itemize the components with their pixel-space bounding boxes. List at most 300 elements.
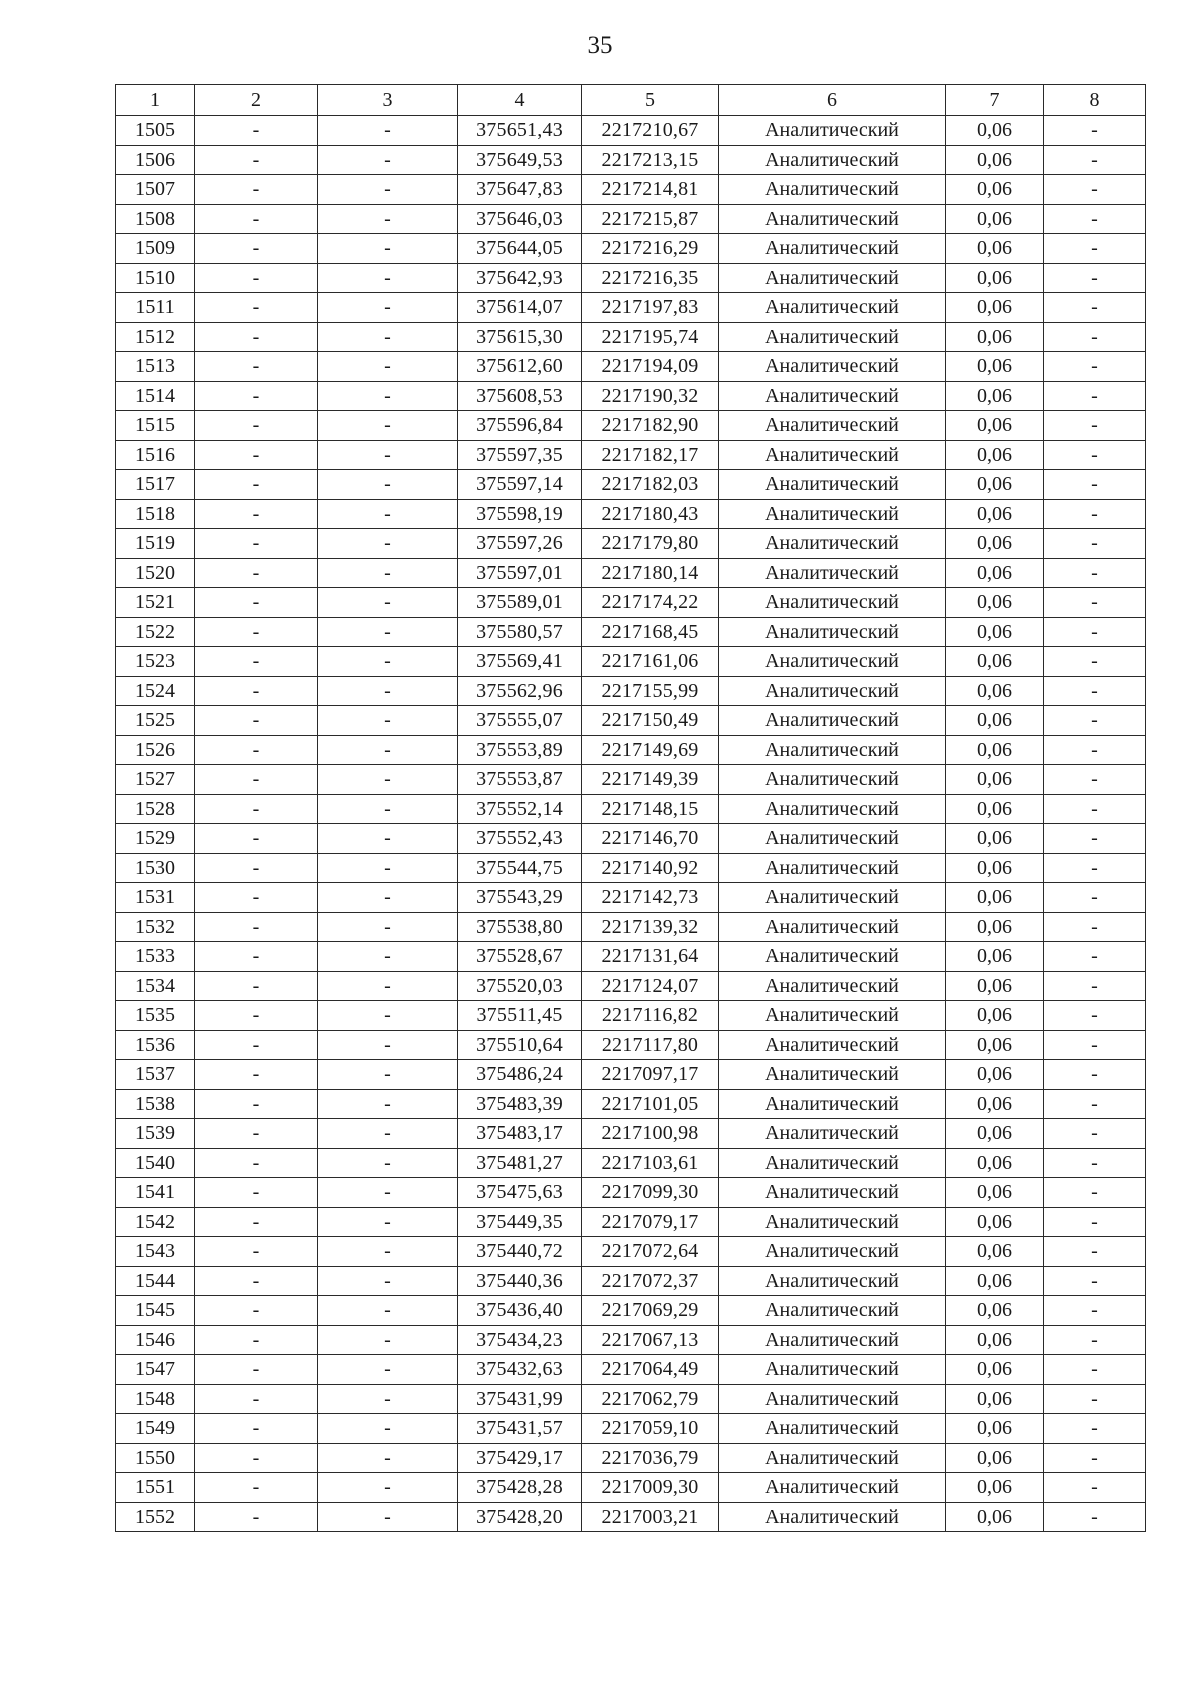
table-row	[116, 145, 1146, 175]
method-cell: Аналитический	[719, 234, 946, 264]
col-3-value-cell: -	[318, 175, 458, 205]
col-8-value-cell: -	[1044, 1148, 1146, 1178]
method-cell: Аналитический	[719, 116, 946, 146]
y-coordinate-cell: 2217180,14	[582, 558, 719, 588]
method-cell: Аналитический	[719, 824, 946, 854]
col-8-value-cell: -	[1044, 175, 1146, 205]
point-number-cell: 1537	[116, 1060, 195, 1090]
table-row	[116, 1089, 1146, 1119]
x-coordinate-cell: 375553,89	[458, 735, 582, 765]
accuracy-cell: 0,06	[946, 1443, 1044, 1473]
col-3-value-cell: -	[318, 1443, 458, 1473]
x-coordinate-cell: 375597,01	[458, 558, 582, 588]
col-3-value-cell: -	[318, 971, 458, 1001]
point-number-cell: 1526	[116, 735, 195, 765]
col-8-value-cell: -	[1044, 263, 1146, 293]
x-coordinate-cell: 375432,63	[458, 1355, 582, 1385]
method-cell: Аналитический	[719, 145, 946, 175]
y-coordinate-cell: 2217214,81	[582, 175, 719, 205]
col-2-value-cell: -	[195, 352, 318, 382]
col-8-value-cell: -	[1044, 499, 1146, 529]
y-coordinate-cell: 2217064,49	[582, 1355, 719, 1385]
col-8-value-cell: -	[1044, 411, 1146, 441]
col-8-value-cell: -	[1044, 1296, 1146, 1326]
col-3-value-cell: -	[318, 853, 458, 883]
table-row	[116, 971, 1146, 1001]
method-cell: Аналитический	[719, 1355, 946, 1385]
column-header-6: 6	[719, 85, 946, 116]
x-coordinate-cell: 375642,93	[458, 263, 582, 293]
point-number-cell: 1544	[116, 1266, 195, 1296]
table-row	[116, 293, 1146, 323]
col-2-value-cell: -	[195, 794, 318, 824]
table-row	[116, 1178, 1146, 1208]
y-coordinate-cell: 2217213,15	[582, 145, 719, 175]
y-coordinate-cell: 2217036,79	[582, 1443, 719, 1473]
method-cell: Аналитический	[719, 912, 946, 942]
point-number-cell: 1517	[116, 470, 195, 500]
col-2-value-cell: -	[195, 706, 318, 736]
accuracy-cell: 0,06	[946, 1001, 1044, 1031]
x-coordinate-cell: 375649,53	[458, 145, 582, 175]
x-coordinate-cell: 375429,17	[458, 1443, 582, 1473]
y-coordinate-cell: 2217069,29	[582, 1296, 719, 1326]
col-8-value-cell: -	[1044, 971, 1146, 1001]
col-8-value-cell: -	[1044, 824, 1146, 854]
col-2-value-cell: -	[195, 1443, 318, 1473]
table-row	[116, 1030, 1146, 1060]
accuracy-cell: 0,06	[946, 1178, 1044, 1208]
point-number-cell: 1549	[116, 1414, 195, 1444]
y-coordinate-cell: 2217216,35	[582, 263, 719, 293]
point-number-cell: 1542	[116, 1207, 195, 1237]
accuracy-cell: 0,06	[946, 676, 1044, 706]
x-coordinate-cell: 375598,19	[458, 499, 582, 529]
col-3-value-cell: -	[318, 647, 458, 677]
table-row	[116, 912, 1146, 942]
method-cell: Аналитический	[719, 942, 946, 972]
table-row	[116, 322, 1146, 352]
accuracy-cell: 0,06	[946, 1207, 1044, 1237]
method-cell: Аналитический	[719, 558, 946, 588]
point-number-cell: 1510	[116, 263, 195, 293]
col-3-value-cell: -	[318, 293, 458, 323]
method-cell: Аналитический	[719, 1178, 946, 1208]
col-2-value-cell: -	[195, 529, 318, 559]
y-coordinate-cell: 2217190,32	[582, 381, 719, 411]
col-8-value-cell: -	[1044, 1473, 1146, 1503]
method-cell: Аналитический	[719, 470, 946, 500]
point-number-cell: 1543	[116, 1237, 195, 1267]
x-coordinate-cell: 375483,17	[458, 1119, 582, 1149]
table-row	[116, 794, 1146, 824]
x-coordinate-cell: 375511,45	[458, 1001, 582, 1031]
y-coordinate-cell: 2217101,05	[582, 1089, 719, 1119]
accuracy-cell: 0,06	[946, 1060, 1044, 1090]
accuracy-cell: 0,06	[946, 588, 1044, 618]
accuracy-cell: 0,06	[946, 293, 1044, 323]
y-coordinate-cell: 2217148,15	[582, 794, 719, 824]
point-number-cell: 1524	[116, 676, 195, 706]
point-number-cell: 1552	[116, 1502, 195, 1532]
y-coordinate-cell: 2217142,73	[582, 883, 719, 913]
table-header	[116, 85, 1146, 116]
col-2-value-cell: -	[195, 1325, 318, 1355]
y-coordinate-cell: 2217059,10	[582, 1414, 719, 1444]
x-coordinate-cell: 375440,72	[458, 1237, 582, 1267]
table-row	[116, 1443, 1146, 1473]
table-row	[116, 647, 1146, 677]
table-row	[116, 1355, 1146, 1385]
accuracy-cell: 0,06	[946, 1030, 1044, 1060]
accuracy-cell: 0,06	[946, 145, 1044, 175]
col-2-value-cell: -	[195, 883, 318, 913]
table-row	[116, 1414, 1146, 1444]
point-number-cell: 1512	[116, 322, 195, 352]
col-8-value-cell: -	[1044, 588, 1146, 618]
x-coordinate-cell: 375562,96	[458, 676, 582, 706]
col-3-value-cell: -	[318, 1325, 458, 1355]
col-3-value-cell: -	[318, 411, 458, 441]
point-number-cell: 1551	[116, 1473, 195, 1503]
col-8-value-cell: -	[1044, 883, 1146, 913]
column-header-7: 7	[946, 85, 1044, 116]
point-number-cell: 1513	[116, 352, 195, 382]
col-2-value-cell: -	[195, 912, 318, 942]
col-8-value-cell: -	[1044, 706, 1146, 736]
col-3-value-cell: -	[318, 676, 458, 706]
y-coordinate-cell: 2217146,70	[582, 824, 719, 854]
table-row	[116, 1001, 1146, 1031]
col-8-value-cell: -	[1044, 1119, 1146, 1149]
y-coordinate-cell: 2217182,90	[582, 411, 719, 441]
point-number-cell: 1539	[116, 1119, 195, 1149]
col-2-value-cell: -	[195, 735, 318, 765]
method-cell: Аналитический	[719, 411, 946, 441]
x-coordinate-cell: 375596,84	[458, 411, 582, 441]
column-header-3: 3	[318, 85, 458, 116]
col-2-value-cell: -	[195, 1237, 318, 1267]
coordinates-table	[115, 84, 1146, 1532]
column-header-4: 4	[458, 85, 582, 116]
point-number-cell: 1545	[116, 1296, 195, 1326]
y-coordinate-cell: 2217210,67	[582, 116, 719, 146]
y-coordinate-cell: 2217062,79	[582, 1384, 719, 1414]
table-row	[116, 588, 1146, 618]
accuracy-cell: 0,06	[946, 617, 1044, 647]
col-8-value-cell: -	[1044, 1266, 1146, 1296]
table-row	[116, 440, 1146, 470]
col-8-value-cell: -	[1044, 234, 1146, 264]
point-number-cell: 1519	[116, 529, 195, 559]
col-2-value-cell: -	[195, 647, 318, 677]
col-2-value-cell: -	[195, 234, 318, 264]
accuracy-cell: 0,06	[946, 470, 1044, 500]
point-number-cell: 1548	[116, 1384, 195, 1414]
col-3-value-cell: -	[318, 735, 458, 765]
accuracy-cell: 0,06	[946, 824, 1044, 854]
point-number-cell: 1527	[116, 765, 195, 795]
accuracy-cell: 0,06	[946, 1119, 1044, 1149]
x-coordinate-cell: 375431,57	[458, 1414, 582, 1444]
point-number-cell: 1507	[116, 175, 195, 205]
col-3-value-cell: -	[318, 263, 458, 293]
table-row	[116, 942, 1146, 972]
x-coordinate-cell: 375552,43	[458, 824, 582, 854]
accuracy-cell: 0,06	[946, 1502, 1044, 1532]
method-cell: Аналитический	[719, 1325, 946, 1355]
x-coordinate-cell: 375552,14	[458, 794, 582, 824]
col-8-value-cell: -	[1044, 1502, 1146, 1532]
col-3-value-cell: -	[318, 1384, 458, 1414]
point-number-cell: 1535	[116, 1001, 195, 1031]
col-2-value-cell: -	[195, 293, 318, 323]
col-8-value-cell: -	[1044, 1030, 1146, 1060]
col-3-value-cell: -	[318, 883, 458, 913]
method-cell: Аналитический	[719, 1030, 946, 1060]
table-row	[116, 1207, 1146, 1237]
point-number-cell: 1540	[116, 1148, 195, 1178]
y-coordinate-cell: 2217117,80	[582, 1030, 719, 1060]
col-3-value-cell: -	[318, 1030, 458, 1060]
col-8-value-cell: -	[1044, 322, 1146, 352]
col-8-value-cell: -	[1044, 1001, 1146, 1031]
method-cell: Аналитический	[719, 853, 946, 883]
accuracy-cell: 0,06	[946, 971, 1044, 1001]
y-coordinate-cell: 2217149,69	[582, 735, 719, 765]
column-header-8: 8	[1044, 85, 1146, 116]
accuracy-cell: 0,06	[946, 116, 1044, 146]
point-number-cell: 1533	[116, 942, 195, 972]
x-coordinate-cell: 375644,05	[458, 234, 582, 264]
method-cell: Аналитический	[719, 735, 946, 765]
x-coordinate-cell: 375483,39	[458, 1089, 582, 1119]
accuracy-cell: 0,06	[946, 529, 1044, 559]
y-coordinate-cell: 2217179,80	[582, 529, 719, 559]
col-2-value-cell: -	[195, 558, 318, 588]
col-2-value-cell: -	[195, 1207, 318, 1237]
y-coordinate-cell: 2217150,49	[582, 706, 719, 736]
col-3-value-cell: -	[318, 558, 458, 588]
table-row	[116, 529, 1146, 559]
x-coordinate-cell: 375486,24	[458, 1060, 582, 1090]
accuracy-cell: 0,06	[946, 381, 1044, 411]
y-coordinate-cell: 2217182,03	[582, 470, 719, 500]
col-2-value-cell: -	[195, 145, 318, 175]
point-number-cell: 1534	[116, 971, 195, 1001]
y-coordinate-cell: 2217168,45	[582, 617, 719, 647]
method-cell: Аналитический	[719, 322, 946, 352]
col-8-value-cell: -	[1044, 617, 1146, 647]
table-row	[116, 499, 1146, 529]
accuracy-cell: 0,06	[946, 647, 1044, 677]
x-coordinate-cell: 375428,28	[458, 1473, 582, 1503]
col-3-value-cell: -	[318, 1089, 458, 1119]
table-row	[116, 116, 1146, 146]
method-cell: Аналитический	[719, 1443, 946, 1473]
table-row	[116, 263, 1146, 293]
col-8-value-cell: -	[1044, 381, 1146, 411]
method-cell: Аналитический	[719, 588, 946, 618]
accuracy-cell: 0,06	[946, 706, 1044, 736]
y-coordinate-cell: 2217149,39	[582, 765, 719, 795]
accuracy-cell: 0,06	[946, 263, 1044, 293]
accuracy-cell: 0,06	[946, 175, 1044, 205]
col-2-value-cell: -	[195, 853, 318, 883]
col-8-value-cell: -	[1044, 1207, 1146, 1237]
x-coordinate-cell: 375580,57	[458, 617, 582, 647]
col-8-value-cell: -	[1044, 529, 1146, 559]
col-3-value-cell: -	[318, 381, 458, 411]
col-2-value-cell: -	[195, 440, 318, 470]
point-number-cell: 1508	[116, 204, 195, 234]
point-number-cell: 1550	[116, 1443, 195, 1473]
col-3-value-cell: -	[318, 1178, 458, 1208]
col-2-value-cell: -	[195, 116, 318, 146]
table-row	[116, 558, 1146, 588]
col-8-value-cell: -	[1044, 735, 1146, 765]
col-3-value-cell: -	[318, 116, 458, 146]
col-3-value-cell: -	[318, 1355, 458, 1385]
col-2-value-cell: -	[195, 322, 318, 352]
col-2-value-cell: -	[195, 1001, 318, 1031]
col-2-value-cell: -	[195, 1414, 318, 1444]
page-number: 35	[587, 32, 613, 59]
method-cell: Аналитический	[719, 529, 946, 559]
accuracy-cell: 0,06	[946, 1089, 1044, 1119]
y-coordinate-cell: 2217194,09	[582, 352, 719, 382]
col-8-value-cell: -	[1044, 470, 1146, 500]
method-cell: Аналитический	[719, 381, 946, 411]
col-2-value-cell: -	[195, 411, 318, 441]
col-8-value-cell: -	[1044, 647, 1146, 677]
col-3-value-cell: -	[318, 794, 458, 824]
method-cell: Аналитический	[719, 647, 946, 677]
y-coordinate-cell: 2217067,13	[582, 1325, 719, 1355]
table-row	[116, 1060, 1146, 1090]
point-number-cell: 1536	[116, 1030, 195, 1060]
col-8-value-cell: -	[1044, 1355, 1146, 1385]
table-row	[116, 175, 1146, 205]
method-cell: Аналитический	[719, 263, 946, 293]
col-3-value-cell: -	[318, 1148, 458, 1178]
col-8-value-cell: -	[1044, 558, 1146, 588]
col-3-value-cell: -	[318, 322, 458, 352]
method-cell: Аналитический	[719, 765, 946, 795]
accuracy-cell: 0,06	[946, 1473, 1044, 1503]
y-coordinate-cell: 2217079,17	[582, 1207, 719, 1237]
col-3-value-cell: -	[318, 1266, 458, 1296]
col-3-value-cell: -	[318, 1414, 458, 1444]
point-number-cell: 1541	[116, 1178, 195, 1208]
col-2-value-cell: -	[195, 824, 318, 854]
point-number-cell: 1518	[116, 499, 195, 529]
point-number-cell: 1528	[116, 794, 195, 824]
method-cell: Аналитический	[719, 883, 946, 913]
y-coordinate-cell: 2217139,32	[582, 912, 719, 942]
accuracy-cell: 0,06	[946, 1148, 1044, 1178]
point-number-cell: 1520	[116, 558, 195, 588]
x-coordinate-cell: 375436,40	[458, 1296, 582, 1326]
method-cell: Аналитический	[719, 1237, 946, 1267]
table-row	[116, 1473, 1146, 1503]
x-coordinate-cell: 375614,07	[458, 293, 582, 323]
col-8-value-cell: -	[1044, 942, 1146, 972]
col-2-value-cell: -	[195, 204, 318, 234]
accuracy-cell: 0,06	[946, 234, 1044, 264]
col-3-value-cell: -	[318, 1207, 458, 1237]
accuracy-cell: 0,06	[946, 322, 1044, 352]
x-coordinate-cell: 375528,67	[458, 942, 582, 972]
y-coordinate-cell: 2217174,22	[582, 588, 719, 618]
accuracy-cell: 0,06	[946, 1296, 1044, 1326]
point-number-cell: 1516	[116, 440, 195, 470]
y-coordinate-cell: 2217099,30	[582, 1178, 719, 1208]
col-2-value-cell: -	[195, 1473, 318, 1503]
col-3-value-cell: -	[318, 765, 458, 795]
method-cell: Аналитический	[719, 175, 946, 205]
header-row	[116, 85, 1146, 116]
col-3-value-cell: -	[318, 440, 458, 470]
table-row	[116, 352, 1146, 382]
x-coordinate-cell: 375597,14	[458, 470, 582, 500]
col-8-value-cell: -	[1044, 853, 1146, 883]
y-coordinate-cell: 2217215,87	[582, 204, 719, 234]
method-cell: Аналитический	[719, 1266, 946, 1296]
column-header-5: 5	[582, 85, 719, 116]
y-coordinate-cell: 2217072,37	[582, 1266, 719, 1296]
col-2-value-cell: -	[195, 588, 318, 618]
col-8-value-cell: -	[1044, 1178, 1146, 1208]
x-coordinate-cell: 375544,75	[458, 853, 582, 883]
accuracy-cell: 0,06	[946, 853, 1044, 883]
table-row	[116, 1266, 1146, 1296]
point-number-cell: 1546	[116, 1325, 195, 1355]
col-2-value-cell: -	[195, 1502, 318, 1532]
table-row	[116, 883, 1146, 913]
column-header-1: 1	[116, 85, 195, 116]
method-cell: Аналитический	[719, 676, 946, 706]
col-8-value-cell: -	[1044, 912, 1146, 942]
x-coordinate-cell: 375538,80	[458, 912, 582, 942]
point-number-cell: 1531	[116, 883, 195, 913]
point-number-cell: 1514	[116, 381, 195, 411]
col-8-value-cell: -	[1044, 1443, 1146, 1473]
x-coordinate-cell: 375481,27	[458, 1148, 582, 1178]
x-coordinate-cell: 375520,03	[458, 971, 582, 1001]
method-cell: Аналитический	[719, 1384, 946, 1414]
col-2-value-cell: -	[195, 470, 318, 500]
col-8-value-cell: -	[1044, 1089, 1146, 1119]
column-header-2: 2	[195, 85, 318, 116]
col-2-value-cell: -	[195, 499, 318, 529]
y-coordinate-cell: 2217097,17	[582, 1060, 719, 1090]
col-2-value-cell: -	[195, 1355, 318, 1385]
method-cell: Аналитический	[719, 499, 946, 529]
table-row	[116, 234, 1146, 264]
col-2-value-cell: -	[195, 676, 318, 706]
col-3-value-cell: -	[318, 1502, 458, 1532]
x-coordinate-cell: 375615,30	[458, 322, 582, 352]
accuracy-cell: 0,06	[946, 912, 1044, 942]
accuracy-cell: 0,06	[946, 1355, 1044, 1385]
col-2-value-cell: -	[195, 1089, 318, 1119]
col-3-value-cell: -	[318, 1001, 458, 1031]
point-number-cell: 1523	[116, 647, 195, 677]
table-row	[116, 204, 1146, 234]
col-3-value-cell: -	[318, 1119, 458, 1149]
accuracy-cell: 0,06	[946, 883, 1044, 913]
